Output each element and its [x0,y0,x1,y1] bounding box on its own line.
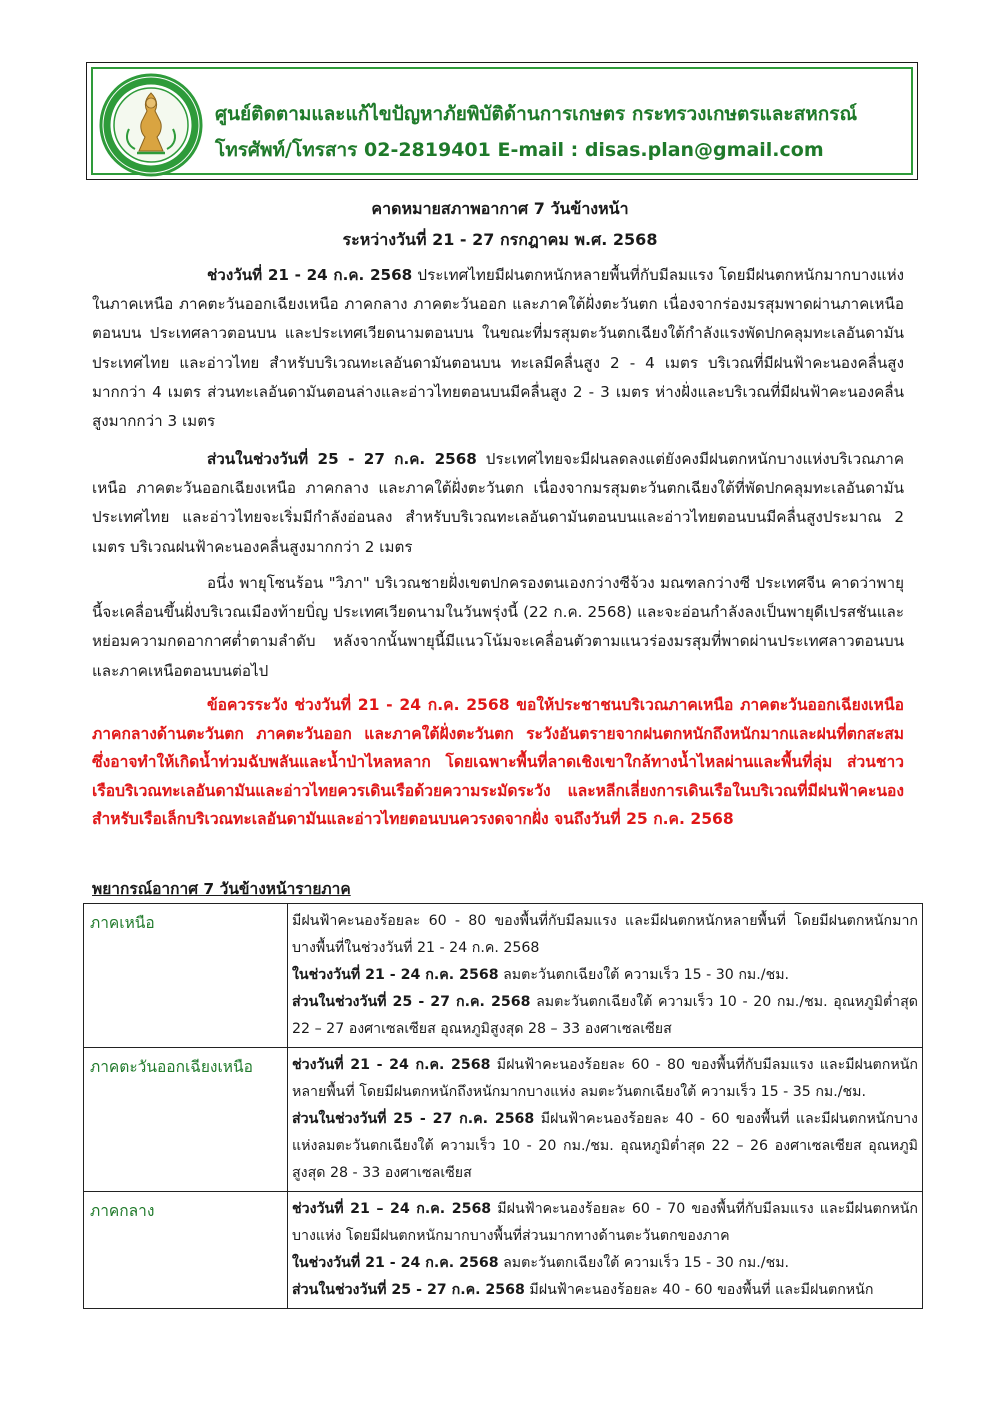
document-subtitle: ระหว่างวันที่ 21 - 27 กรกฎาคม พ.ศ. 2568 [342,230,658,249]
detail-lead: ในช่วงวันที่ 21 - 24 ก.ค. 2568 [292,967,499,983]
paragraph-forecast-period-1 [92,261,904,436]
region-cell: ภาคตะวันออกเฉียงเหนือ [84,1048,288,1192]
detail-lead: ช่วงวันที่ 21 - 24 ก.ค. 2568 [292,1057,491,1073]
detail-line [292,1277,918,1304]
regional-forecast-table [83,903,923,1309]
region-cell: ภาคกลาง [84,1192,288,1309]
detail-body: มีฝนฟ้าคะนองร้อยละ 60 - 70 ของพื้นที่กับมีลมแรง และมีฝนตกหนักบางแห่ง โดยมีฝนตกหนักมากบางพื้นที่ส่วนมากทางด้านตะวันตกของภาค [292,1201,918,1244]
header-title: ศูนย์ติดตามและแก้ไขปัญหาภัยพิบัติด้านการเกษตร กระทรวงเกษตรและสหกรณ์ [215,103,858,125]
header-inner-frame [91,67,913,175]
detail-lead: ส่วนในช่วงวันที่ 25 - 27 ก.ค. 2568 [292,1282,525,1298]
detail-lead: ส่วนในช่วงวันที่ 25 - 27 ก.ค. 2568 [292,1111,535,1127]
paragraph-body: อนึ่ง พายุโซนร้อน "วิภา" บริเวณชายฝั่งเขตปกครองตนเองกว่างซีจ้วง มณฑลกว่างซี ประเทศจีน คาดว่าพายุนี้จะเคลื่อนขึ้นฝั่งบริเวณเมืองท้ายบิ่ญ ประเทศเวียดนามในวันพรุ่งนี้ (22 ก.ค. 2568) และจะอ่อนกำลังลงเป็นพายุดีเปรสชันและหย่อมความกดอากาศต่ำตามลำดับ หลังจากนั้นพายุนี้มีแนวโน้มจะเคลื่อนตัวตามแนวร่องมรสุมที่พาดผ่านประเทศลาวตอนบนและภาคเหนือตอนบนต่อไป [92,574,904,680]
table-row [84,1048,923,1192]
detail-line [292,989,918,1043]
paragraph-warning [92,691,904,834]
detail-lead: ในช่วงวันที่ 21 - 24 ก.ค. 2568 [292,1255,499,1271]
table-row [84,1192,923,1309]
detail-cell [288,904,923,1048]
warning-text: ข้อควรระวัง ช่วงวันที่ 21 - 24 ก.ค. 2568 ขอให้ประชาชนบริเวณภาคเหนือ ภาคตะวันออกเฉียงเหนือ ภาคกลางด้านตะวันตก ภาคตะวันออก และภาคใต้ฝั่งตะวันตก ระวังอันตรายจากฝนตกหนักถึงหนักมากและฝนที่ตกสะสม ซึ่งอาจทำให้เกิดน้ำท่วมฉับพลันและน้ำป่าไหลหลาก โดยเฉพาะพื้นที่ลาดเชิงเขาใกล้ทางน้ำไหลผ่านและพื้นที่ลุ่ม ส่วนชาวเรือบริเวณทะเลอันดามันและอ่าวไทยควรเดินเรือด้วยความระมัดระวัง และหลีกเลี่ยงการเดินเรือในบริเวณที่มีฝนฟ้าคะนอง สำหรับเรือเล็กบริเวณทะเลอันดามันและอ่าวไทยตอนบนควรงดจากฝั่ง จนถึงวันที่ 25 ก.ค. 2568 [92,696,904,829]
detail-line [292,1106,918,1187]
table-row [84,904,923,1048]
paragraph-body: ประเทศไทยมีฝนตกหนักหลายพื้นที่กับมีลมแรง โดยมีฝนตกหนักมากบางแห่งในภาคเหนือ ภาคตะวันออกเฉียงเหนือ ภาคกลาง ภาคตะวันออก และภาคใต้ฝั่งตะวันตก เนื่องจากร่องมรสุมพาดผ่านภาคเหนือตอนบน ประเทศลาวตอนบน และประเทศเวียดนามตอนบน ในขณะที่มรสุมตะวันตกเฉียงใต้กำลังแรงพัดปกคลุมทะเลอันดามัน ประเทศไทย และอ่าวไทย สำหรับบริเวณทะเลอันดามันตอนบน ทะเลมีคลื่นสูง 2 - 4 เมตร บริเวณที่มีฝนฟ้าคะนองคลื่นสูงมากกว่า 4 เมตร ส่วนทะเลอันดามันตอนล่างและอ่าวไทยตอนบนมีคลื่นสูง 2 - 3 เมตร ห่างฝั่งและบริเวณที่มีฝนฟ้าคะนองคลื่นสูงมากกว่า 3 เมตร [92,266,904,431]
section-title-regional-forecast: พยากรณ์อากาศ 7 วันข้างหน้ารายภาค [92,880,351,898]
paragraph-lead: ช่วงวันที่ 21 - 24 ก.ค. 2568 [207,266,413,284]
detail-lead: ช่วงวันที่ 21 – 24 ก.ค. 2568 [292,1201,492,1217]
detail-body: มีฝนฟ้าคะนองร้อยละ 60 - 80 ของพื้นที่กับมีลมแรง และมีฝนตกหนักหลายพื้นที่ โดยมีฝนตกหนักถึงหนักมากบางแห่ง ลมตะวันตกเฉียงใต้ ความเร็ว 15 - 35 กม./ชม. [292,1057,918,1100]
detail-line [292,1196,918,1250]
document-title: คาดหมายสภาพอากาศ 7 วันข้างหน้า [371,199,629,218]
detail-body: ลมตะวันตกเฉียงใต้ ความเร็ว 10 - 20 กม./ชม. อุณหภูมิต่ำสุด 22 – 27 องศาเซลเซียส อุณหภูมิสูงสุด 28 – 33 องศาเซลเซียส [292,994,918,1037]
detail-cell [288,1192,923,1309]
detail-line [292,962,918,989]
paragraph-storm-note [92,569,904,686]
detail-body: มีฝนฟ้าคะนองร้อยละ 40 - 60 ของพื้นที่ และมีฝนตกหนักบางแห่งลมตะวันตกเฉียงใต้ ความเร็ว 10 - 20 กม./ชม. อุณหภูมิต่ำสุด 22 – 26 องศาเซลเซียส อุณหภูมิสูงสุด 28 - 33 องศาเซลเซียส [292,1111,918,1181]
paragraph-body: ประเทศไทยจะมีฝนลดลงแต่ยังคงมีฝนตกหนักบางแห่งบริเวณภาคเหนือ ภาคตะวันออกเฉียงเหนือ ภาคกลาง และภาคใต้ฝั่งตะวันตก เนื่องจากมรสุมตะวันตกเฉียงใต้ที่พัดปกคลุมทะเลอันดามัน ประเทศไทย และอ่าวไทยจะเริ่มมีกำลังอ่อนลง สำหรับบริเวณทะเลอันดามันตอนบนและอ่าวไทยตอนบนมีคลื่นสูงประมาณ 2 เมตร บริเวณฝนฟ้าคะนองคลื่นสูงมากกว่า 2 เมตร [92,450,904,556]
paragraph-lead: ส่วนในช่วงวันที่ 25 - 27 ก.ค. 2568 [207,450,477,468]
paragraph-forecast-period-2 [92,445,904,562]
detail-line [292,1250,918,1277]
region-cell: ภาคเหนือ [84,904,288,1048]
detail-body: ลมตะวันตกเฉียงใต้ ความเร็ว 15 - 30 กม./ชม. [498,1255,790,1271]
header-contact: โทรศัพท์/โทรสาร 02-2819401 E-mail : disas.plan@gmail.com [215,139,824,161]
detail-line: มีฝนฟ้าคะนองร้อยละ 60 - 80 ของพื้นที่กับมีลมแรง และมีฝนตกหนักหลายพื้นที่ โดยมีฝนตกหนักมากบางพื้นที่ในช่วงวันที่ 21 - 24 ก.ค. 2568 [292,913,918,956]
detail-body: มีฝนฟ้าคะนองร้อยละ 40 - 60 ของพื้นที่ และมีฝนตกหนัก [524,1282,874,1298]
ministry-seal-icon [99,73,203,177]
header-frame [86,62,918,180]
detail-line [292,1052,918,1106]
detail-body: ลมตะวันตกเฉียงใต้ ความเร็ว 15 - 30 กม./ชม. [498,967,790,983]
detail-cell [288,1048,923,1192]
detail-lead: ส่วนในช่วงวันที่ 25 - 27 ก.ค. 2568 [292,994,531,1010]
